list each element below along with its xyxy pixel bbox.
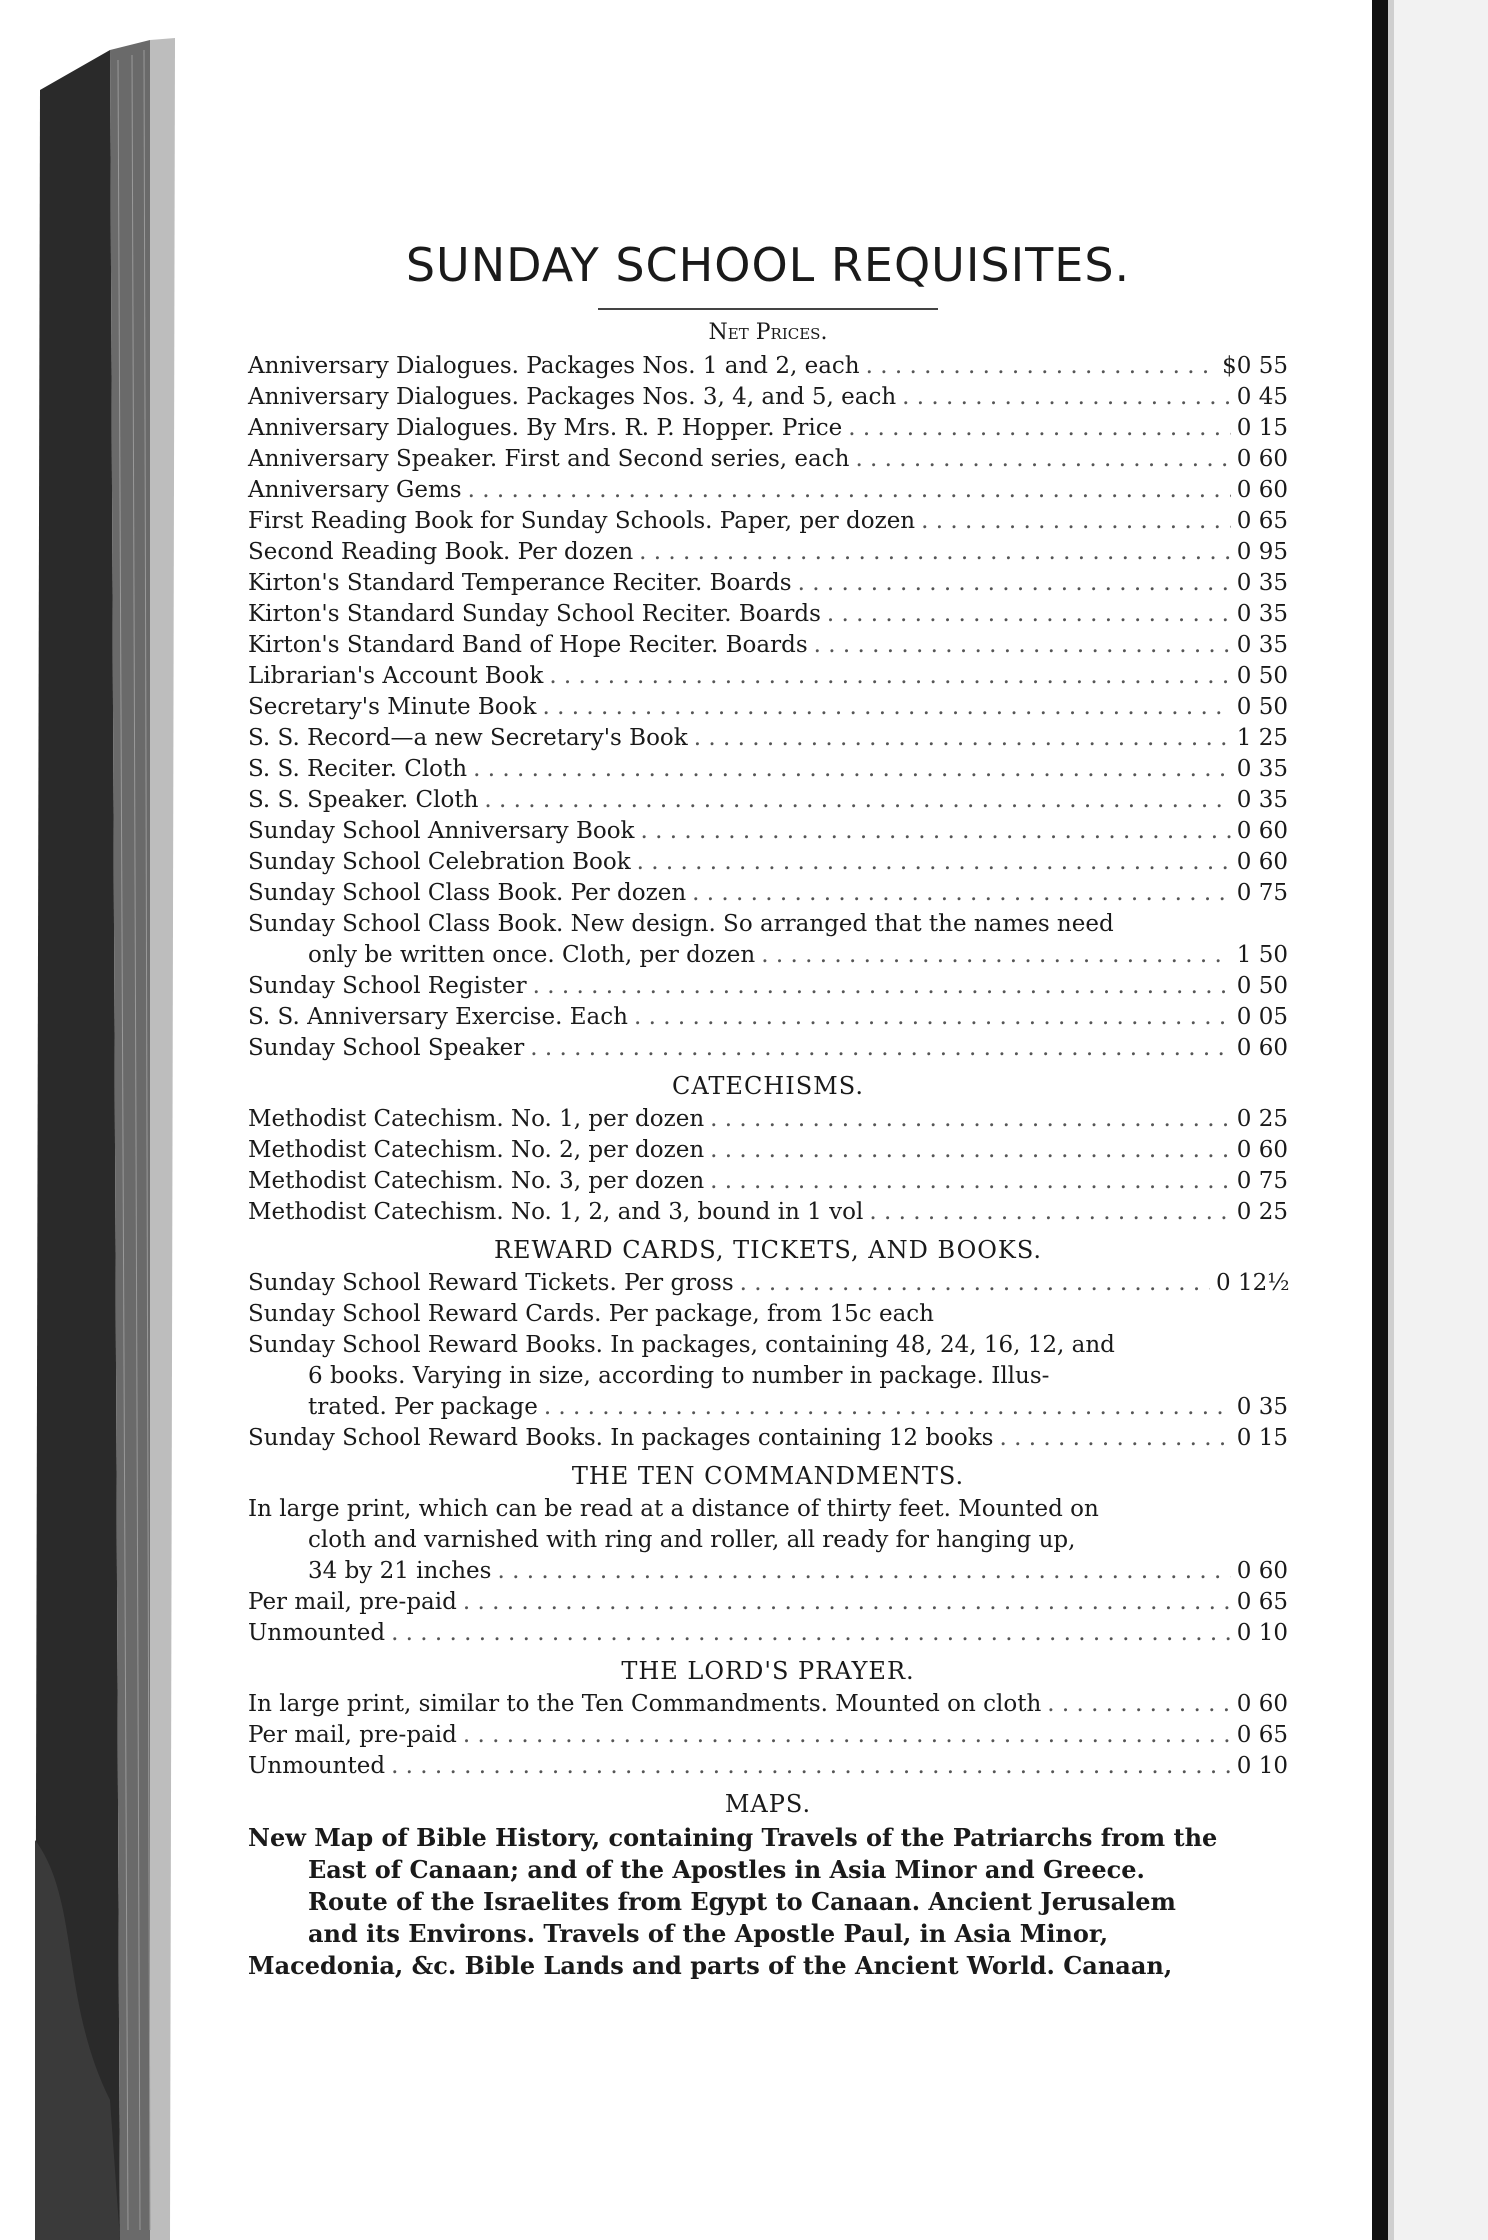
- list-item: [248, 1166, 1288, 1197]
- item-label: Methodist Catechism. No. 1, 2, and 3, bound in 1 vol: [248, 1199, 864, 1225]
- reward-cards-line: Sunday School Reward Cards. Per package, from 15c each: [248, 1301, 934, 1327]
- item-label: Sunday School Reward Books. In packages containing 12 books: [248, 1425, 994, 1451]
- list-item: [248, 475, 1288, 506]
- item-label: Per mail, pre-paid: [248, 1589, 457, 1615]
- item-price: 0 15: [1236, 1425, 1288, 1451]
- item-label: Kirton's Standard Temperance Reciter. Boards: [248, 570, 792, 596]
- item-price: 0 60: [1236, 446, 1288, 472]
- item-label: Unmounted: [248, 1620, 386, 1646]
- class-book-new-line1: Sunday School Class Book. New design. So arranged that the names need: [248, 911, 1114, 937]
- item-label: Methodist Catechism. No. 2, per dozen: [248, 1137, 705, 1163]
- item-price: 0 95: [1236, 539, 1288, 565]
- item-price: 0 75: [1236, 880, 1288, 906]
- item-label: Anniversary Dialogues. By Mrs. R. P. Hopper. Price: [248, 415, 843, 441]
- item-label: Second Reading Book. Per dozen: [248, 539, 634, 565]
- list-item: [248, 1587, 1288, 1618]
- item-price: 0 50: [1236, 663, 1288, 689]
- maps-line4: and its Environs. Travels of the Apostle Paul, in Asia Minor,: [308, 1919, 1109, 1948]
- list-item: [248, 847, 1288, 878]
- reward-heading: REWARD CARDS, TICKETS, AND BOOKS.: [493, 1236, 1043, 1264]
- list-item: [248, 1135, 1288, 1166]
- item-label: Sunday School Speaker: [248, 1035, 525, 1061]
- item-price: 0 60: [1236, 1558, 1288, 1584]
- requisites-list: [248, 351, 1288, 1064]
- item-price: 0 65: [1236, 508, 1288, 534]
- prayer-heading: THE LORD'S PRAYER.: [621, 1657, 915, 1685]
- item-label: Sunday School Celebration Book: [248, 849, 631, 875]
- list-item: [248, 754, 1288, 785]
- item-price: 0 12½: [1216, 1270, 1290, 1296]
- item-label: S. S. Record—a new Secretary's Book: [248, 725, 688, 751]
- catechisms-heading: CATECHISMS.: [672, 1072, 864, 1100]
- list-item: [248, 599, 1288, 630]
- maps-line2: East of Canaan; and of the Apostles in Asia Minor and Greece.: [308, 1855, 1145, 1884]
- item-label: Methodist Catechism. No. 3, per dozen: [248, 1168, 705, 1194]
- maps-paragraph: [248, 1822, 1288, 1982]
- item-label: First Reading Book for Sunday Schools. Paper, per dozen: [248, 508, 916, 534]
- item-price: 0 15: [1236, 415, 1288, 441]
- commandments-line2: cloth and varnished with ring and roller, all ready for hanging up,: [308, 1527, 1076, 1553]
- list-item: [248, 1556, 1288, 1587]
- list-item: [248, 506, 1288, 537]
- item-label: Anniversary Dialogues. Packages Nos. 3, 4, and 5, each: [248, 384, 897, 410]
- item-label: Methodist Catechism. No. 1, per dozen: [248, 1106, 705, 1132]
- list-item: [248, 1689, 1288, 1720]
- item-price: 0 35: [1236, 570, 1288, 596]
- list-item: [248, 1618, 1288, 1649]
- reward-books-line2: 6 books. Varying in size, according to number in package. Illus-: [308, 1363, 1050, 1389]
- item-label: 34 by 21 inches: [308, 1558, 492, 1584]
- list-item: [248, 816, 1288, 847]
- list-item: [248, 661, 1288, 692]
- list-item: [248, 723, 1288, 754]
- item-price: 0 60: [1236, 477, 1288, 503]
- item-price: 0 35: [1236, 1394, 1288, 1420]
- item-label: In large print, similar to the Ten Commandments. Mounted on cloth: [248, 1691, 1042, 1717]
- item-label: trated. Per package: [308, 1394, 538, 1420]
- item-price: 0 05: [1236, 1004, 1288, 1030]
- commandments-line1: In large print, which can be read at a distance of thirty feet. Mounted on: [248, 1496, 1099, 1522]
- item-price: 0 35: [1236, 756, 1288, 782]
- list-item: [248, 1033, 1288, 1064]
- item-label: Sunday School Reward Tickets. Per gross: [248, 1270, 734, 1296]
- item-label: Per mail, pre-paid: [248, 1722, 457, 1748]
- item-label: Sunday School Class Book. Per dozen: [248, 880, 687, 906]
- list-item: [248, 1197, 1288, 1228]
- item-price: 0 60: [1236, 1691, 1288, 1717]
- title-rule: [598, 308, 938, 310]
- item-label: Secretary's Minute Book: [248, 694, 537, 720]
- list-item: [248, 382, 1288, 413]
- list-item: [248, 568, 1288, 599]
- list-item: [248, 940, 1288, 971]
- item-price: 0 60: [1236, 1035, 1288, 1061]
- reward-books-line1: Sunday School Reward Books. In packages, containing 48, 24, 16, 12, and: [248, 1332, 1115, 1358]
- commandments-heading: THE TEN COMMANDMENTS.: [571, 1462, 965, 1490]
- page-title: SUNDAY SCHOOL REQUISITES.: [405, 238, 1131, 292]
- item-label: Anniversary Dialogues. Packages Nos. 1 and 2, each: [248, 353, 860, 379]
- list-item: [248, 1423, 1288, 1454]
- list-item: [248, 1720, 1288, 1751]
- list-item: [248, 785, 1288, 816]
- list-item: [248, 413, 1288, 444]
- list-item: [248, 692, 1288, 723]
- item-price: 0 50: [1236, 694, 1288, 720]
- list-item: [248, 1268, 1288, 1299]
- item-price: 0 10: [1236, 1620, 1288, 1646]
- catalog-page: [248, 238, 1288, 1982]
- item-label: Kirton's Standard Band of Hope Reciter. Boards: [248, 632, 808, 658]
- item-price: 0 60: [1236, 1137, 1288, 1163]
- item-price: 0 25: [1236, 1106, 1288, 1132]
- item-price: 0 35: [1236, 601, 1288, 627]
- item-label: Anniversary Speaker. First and Second series, each: [248, 446, 850, 472]
- item-price: 0 10: [1236, 1753, 1288, 1779]
- item-label: Anniversary Gems: [248, 477, 462, 503]
- item-label: S. S. Speaker. Cloth: [248, 787, 479, 813]
- item-price: 0 65: [1236, 1589, 1288, 1615]
- item-price: 0 75: [1236, 1168, 1288, 1194]
- item-price: 0 45: [1236, 384, 1288, 410]
- net-prices-label: Net Prices.: [708, 320, 828, 345]
- item-price: 0 65: [1236, 1722, 1288, 1748]
- list-item: [248, 351, 1288, 382]
- commandments-list: [248, 1494, 1288, 1649]
- catechisms-list: [248, 1104, 1288, 1228]
- item-label: S. S. Anniversary Exercise. Each: [248, 1004, 628, 1030]
- item-price: 0 35: [1236, 632, 1288, 658]
- item-price: 0 35: [1236, 787, 1288, 813]
- item-price: 0 60: [1236, 818, 1288, 844]
- list-item: [248, 444, 1288, 475]
- item-price: 0 60: [1236, 849, 1288, 875]
- item-label: Librarian's Account Book: [248, 663, 544, 689]
- list-item: [248, 1002, 1288, 1033]
- list-item: [248, 878, 1288, 909]
- item-price: 0 25: [1236, 1199, 1288, 1225]
- maps-heading: MAPS.: [724, 1790, 812, 1818]
- maps-line1: New Map of Bible History, containing Travels of the Patriarchs from the: [248, 1823, 1218, 1852]
- list-item: [248, 1751, 1288, 1782]
- item-label: only be written once. Cloth, per dozen: [308, 942, 756, 968]
- list-item: [248, 971, 1288, 1002]
- item-price: 0 50: [1236, 973, 1288, 999]
- item-label: Kirton's Standard Sunday School Reciter. Boards: [248, 601, 821, 627]
- item-price: $0 55: [1222, 353, 1288, 379]
- item-label: S. S. Reciter. Cloth: [248, 756, 468, 782]
- maps-line3: Route of the Israelites from Egypt to Canaan. Ancient Jerusalem: [308, 1887, 1176, 1916]
- reward-list: [248, 1268, 1288, 1454]
- maps-line5: Macedonia, &c. Bible Lands and parts of the Ancient World. Canaan,: [248, 1951, 1173, 1980]
- list-item: [248, 1392, 1288, 1423]
- item-label: Unmounted: [248, 1753, 386, 1779]
- item-price: 1 25: [1236, 725, 1288, 751]
- list-item: [248, 537, 1288, 568]
- item-label: Sunday School Register: [248, 973, 527, 999]
- list-item: [248, 1104, 1288, 1135]
- list-item: [248, 630, 1288, 661]
- prayer-list: [248, 1689, 1288, 1782]
- item-label: Sunday School Anniversary Book: [248, 818, 635, 844]
- item-price: 1 50: [1236, 942, 1288, 968]
